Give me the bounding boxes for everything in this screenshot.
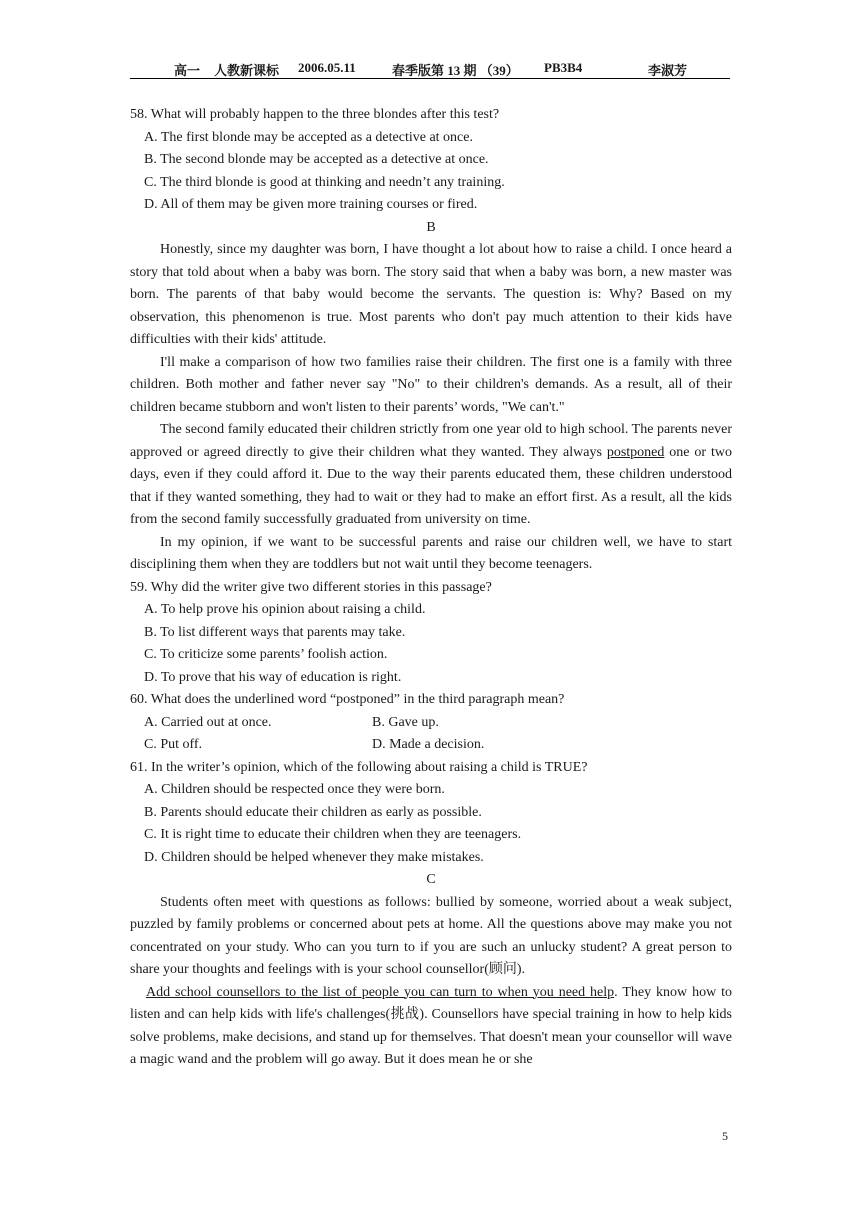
document-body	[130, 104, 732, 1072]
section-c-paragraph-1: Students often meet with questions as follows: bullied by someone, worried about a weak subject, puzzled by family problems or concerned about pets at home. All the questions above may make you not concentrated on your study. Who can you turn to if you are such an unlucky student? A great person to share your thoughts and feelings with is your school counsellor(顾问).	[130, 894, 732, 977]
question-58-option-a: A. The first blonde may be accepted as a detective at once.	[144, 129, 473, 145]
question-60-option-d: D. Made a decision.	[372, 737, 485, 752]
section-b-paragraph-4: In my opinion, if we want to be successful parents and raise our children well, we have to start disciplining them when they are toddlers but not wait until they become teenagers.	[130, 534, 732, 572]
question-61-option-d: D. Children should be helped whenever they make mistakes.	[144, 849, 484, 865]
question-59-option-a: A. To help prove his opinion about raising a child.	[144, 602, 426, 617]
page-number: 5	[722, 1129, 728, 1143]
header-author: 李淑芳	[648, 63, 688, 78]
section-c-label: C	[426, 872, 436, 887]
question-59-option-d: D. To prove that his way of education is right.	[144, 669, 402, 685]
question-60-stem: 60. What does the underlined word “postponed” in the third paragraph mean?	[130, 692, 565, 707]
section-b-paragraph-1: Honestly, since my daughter was born, I have thought a lot about how to raise a child. I once heard a story that told about when a baby was born. The story said that when a baby was born, a new master was born. The parents of that baby would become the servants. The question is: Why? Based on my observation, this phenomenon is true. Most parents who don't pay much attention to their kids have difficulties with their kids' attitude.	[130, 242, 732, 347]
header-code: PB3B4	[544, 60, 583, 75]
question-60-row-2	[130, 734, 732, 757]
header-textbook: 人教新课标	[214, 63, 280, 78]
page-header	[130, 58, 730, 79]
question-61-option-c: C. It is right time to educate their children when they are teenagers.	[144, 827, 522, 842]
question-61-option-a: A. Children should be respected once they were born.	[144, 782, 445, 797]
question-58-option-d: D. All of them may be given more training courses or fired.	[144, 197, 478, 212]
question-60-row-1	[130, 712, 732, 735]
section-c-paragraph-2	[130, 982, 732, 1072]
question-58-option-b: B. The second blonde may be accepted as a detective at once.	[144, 152, 489, 167]
header-issue: 春季版第 13 期 （39）	[392, 63, 519, 78]
section-b-paragraph-3	[130, 419, 732, 532]
question-58-option-c: C. The third blonde is good at thinking and needn’t any training.	[144, 174, 505, 190]
paragraph-2-text-after: . They know how to listen and can help kids with life's challenges(挑战). Counsellors have special training in how to help kids solve problems, make decisions, and stand up for themselves. That doesn't mean your counsellor will wave a magic wand and the problem will go away. But it does mean he or she	[130, 984, 733, 1067]
question-59-stem: 59. Why did the writer give two different stories in this passage?	[130, 579, 492, 595]
question-58-stem: 58. What will probably happen to the three blondes after this test?	[130, 107, 500, 122]
paragraph-3-text-after: one or two days, even if they could afford it. Due to the way their parents educated them, these children understood that if they wanted something, they had to wait or they had to make an effort first. As a result, all the kids from the second family successfully graduated from university on time.	[130, 444, 732, 527]
question-61-stem: 61. In the writer’s opinion, which of the following about raising a child is TRUE?	[130, 759, 588, 775]
question-60-option-c: C. Put off.	[144, 737, 203, 752]
header-grade: 高一	[174, 63, 201, 78]
section-b-paragraph-2: I'll make a comparison of how two families raise their children. The first one is a family with three children. Both mother and father never say "No" to their children's demands. As a result, all of their children became stubborn and won't listen to their parents’ words, "We can't."	[130, 354, 732, 415]
underlined-word-postponed: postponed	[606, 444, 665, 460]
header-date: 2006.05.11	[298, 60, 356, 75]
question-60-option-b: B. Gave up.	[372, 714, 439, 730]
question-59-option-c: C. To criticize some parents’ foolish action.	[144, 647, 388, 662]
question-61-option-b: B. Parents should educate their children as early as possible.	[144, 804, 482, 820]
paragraph-3-text-before: The second family educated their children strictly from one year old to high school. The parents never approved or agreed directly to give their children what they wanted. They always	[130, 422, 732, 460]
underlined-sentence: Add school counsellors to the list of people you can turn to when you need help	[146, 984, 615, 1000]
question-60-option-a: A. Carried out at once.	[144, 714, 272, 730]
question-59-option-b: B. To list different ways that parents may take.	[144, 624, 406, 640]
section-b-label: B	[426, 219, 436, 235]
